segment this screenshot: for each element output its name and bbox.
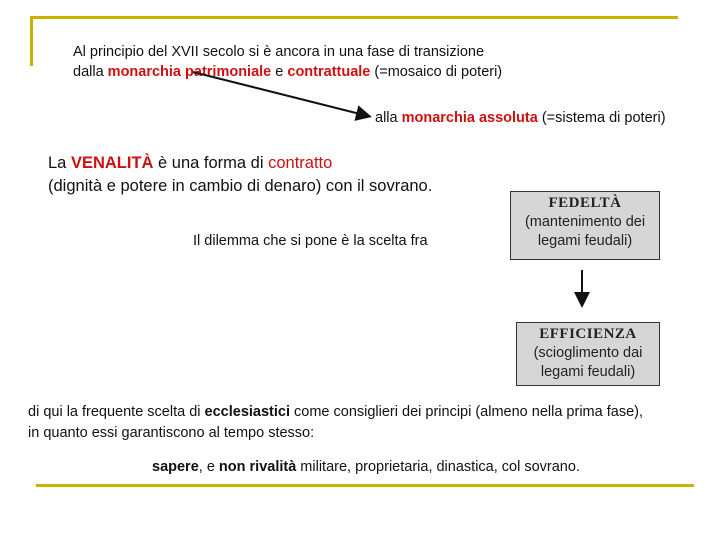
final-text	[152, 459, 580, 475]
conclusion-text	[28, 402, 643, 444]
box-efficienza	[516, 322, 660, 386]
intro-e: e	[271, 64, 288, 80]
final-e: , e	[198, 459, 219, 475]
absolute-monarchy-text	[375, 110, 666, 126]
term-ecclesiastici: ecclesiastici	[204, 404, 290, 420]
term-monarchia-assoluta: monarchia assoluta	[401, 110, 538, 126]
term-venalita: VENALITÀ	[70, 154, 154, 172]
term-non-rivalita: non rivalità	[218, 459, 297, 475]
term-sapere: sapere	[152, 459, 199, 475]
term-contratto: contratto	[268, 154, 333, 172]
intro-line-1: Al principio del XVII secolo si è ancora in una fase di transizione	[73, 44, 485, 60]
dilemma-text: Il dilemma che si pone è la scelta fra	[193, 233, 428, 249]
venal-forma: è una forma di	[153, 154, 269, 172]
venalita-text	[48, 152, 432, 198]
fedelta-line-1: (mantenimento dei	[524, 214, 646, 230]
final-rest: militare, proprietaria, dinastica, col sovrano.	[296, 459, 580, 475]
efficienza-line-1: (scioglimento dai	[533, 345, 643, 361]
conclusion-line-1	[28, 402, 643, 423]
concl-a: di qui la frequente scelta di	[28, 404, 205, 420]
fedelta-line-2: legami feudali)	[537, 233, 633, 249]
abs-alla: alla	[375, 110, 402, 126]
box-fedelta	[510, 191, 660, 260]
term-monarchia-patrimoniale: monarchia patrimoniale	[107, 64, 272, 80]
fedelta-title: FEDELTÀ	[548, 195, 622, 211]
arrow-to-absolute	[193, 72, 368, 116]
conclusion-line-2: in quanto essi garantiscono al tempo stesso:	[28, 425, 315, 441]
intro-dalla: dalla	[73, 64, 108, 80]
venal-la: La	[48, 154, 71, 172]
efficienza-title: EFFICIENZA	[539, 326, 637, 342]
abs-sistema: (=sistema di poteri)	[537, 110, 666, 126]
venalita-line-1	[48, 152, 432, 175]
concl-c: come consiglieri dei principi (almeno nella prima fase),	[290, 404, 643, 420]
efficienza-line-2: legami feudali)	[540, 364, 636, 380]
venalita-line-2: (dignità e potere in cambio di denaro) con il sovrano.	[48, 177, 433, 195]
intro-mosaico: (=mosaico di poteri)	[370, 64, 503, 80]
term-contrattuale: contrattuale	[287, 64, 371, 80]
